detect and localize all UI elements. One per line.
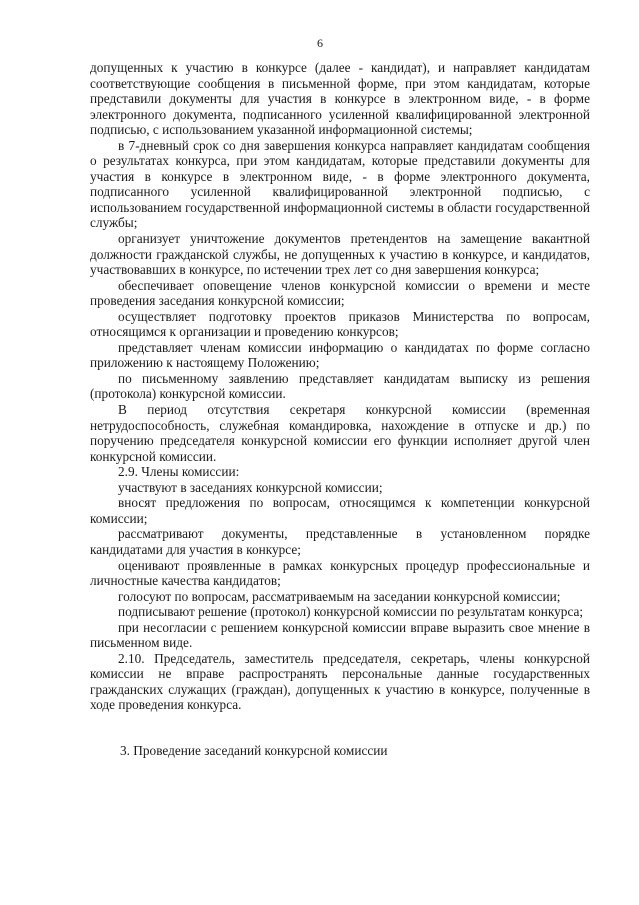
clause-heading: 2.9. Члены комиссии: xyxy=(118,464,240,480)
paragraph: оценивают проявленные в рамках конкурсных процедур профессиональные и личностные качества кандидатов; xyxy=(90,557,590,589)
paragraph: голосуют по вопросам, рассматриваемым на заседании конкурсной комиссии; xyxy=(118,588,561,604)
page-number: 6 xyxy=(317,36,323,50)
paragraph: вносят предложения по вопросам, относящимся к компетенции конкурсной комиссии; xyxy=(90,495,590,526)
paragraph: 2.10. Председатель, заместитель председателя, секретарь, члены конкурсной комиссии не вправе распространять персональные данные государственных гражданских служащих (граждан), допущенных к участию в конкурсе, полученные в ходе проведения конкурса. xyxy=(90,650,590,713)
paragraph: участвуют в заседаниях конкурсной комиссии; xyxy=(118,479,383,495)
paragraph: в 7-дневный срок со дня завершения конкурса направляет кандидатам сообщения о результатах конкурса, при этом кандидатам, которые представили документы для участия в конкурсе в электронном виде, - в форме электронного документа, подписанного усиленной квалифицированной электронной подписью, с использованием государственной информационной системы в области государственной службы; xyxy=(90,137,590,231)
section-heading: 3. Проведение заседаний конкурсной комиссии xyxy=(120,742,388,758)
paragraph: В период отсутствия секретаря конкурсной комиссии (временная нетрудоспособность, служебная командировка, нахождение в отпуске и др.) по поручению председателя конкурсной комиссии его функции исполняет другой член конкурсной комиссии. xyxy=(90,402,590,464)
paragraph-continuation: допущенных к участию в конкурсе (далее - кандидат), и направляет кандидатам соответствующие сообщения в письменной форме, при этом кандидатам, которые представили документы для участия в конкурсе в электронном виде, - в форме электронного документа, подписанного усиленной квалифицированной электронной подписью, с использованием указанной информационной системы; xyxy=(90,60,590,138)
paragraph: организует уничтожение документов претендентов на замещение вакантной должности гражданской службы, не допущенных к участию в конкурсе, и кандидатов, участвовавших в конкурсе, по истечении трех лет со дня завершения конкурса; xyxy=(90,231,590,278)
paragraph: по письменному заявлению представляет кандидатам выписку из решения (протокола) конкурсной комиссии. xyxy=(90,370,590,402)
paragraph: осуществляет подготовку проектов приказов Министерства по вопросам, относящимся к организации и проведению конкурсов; xyxy=(90,308,590,340)
paragraph: подписывают решение (протокол) конкурсной комиссии по результатам конкурса; xyxy=(118,604,584,620)
paragraph: представляет членам комиссии информацию о кандидатах по форме согласно приложению к настоящему Положению; xyxy=(90,339,590,371)
paragraph: рассматривают документы, представленные в установленном порядке кандидатами для участия в конкурсе; xyxy=(90,526,590,557)
paragraph: обеспечивает оповещение членов конкурсной комиссии о времени и месте проведения заседания конкурсной комиссии; xyxy=(90,277,590,309)
paragraph: при несогласии с решением конкурсной комиссии вправе выразить свое мнение в письменном виде. xyxy=(90,619,590,651)
document-body xyxy=(90,60,590,759)
